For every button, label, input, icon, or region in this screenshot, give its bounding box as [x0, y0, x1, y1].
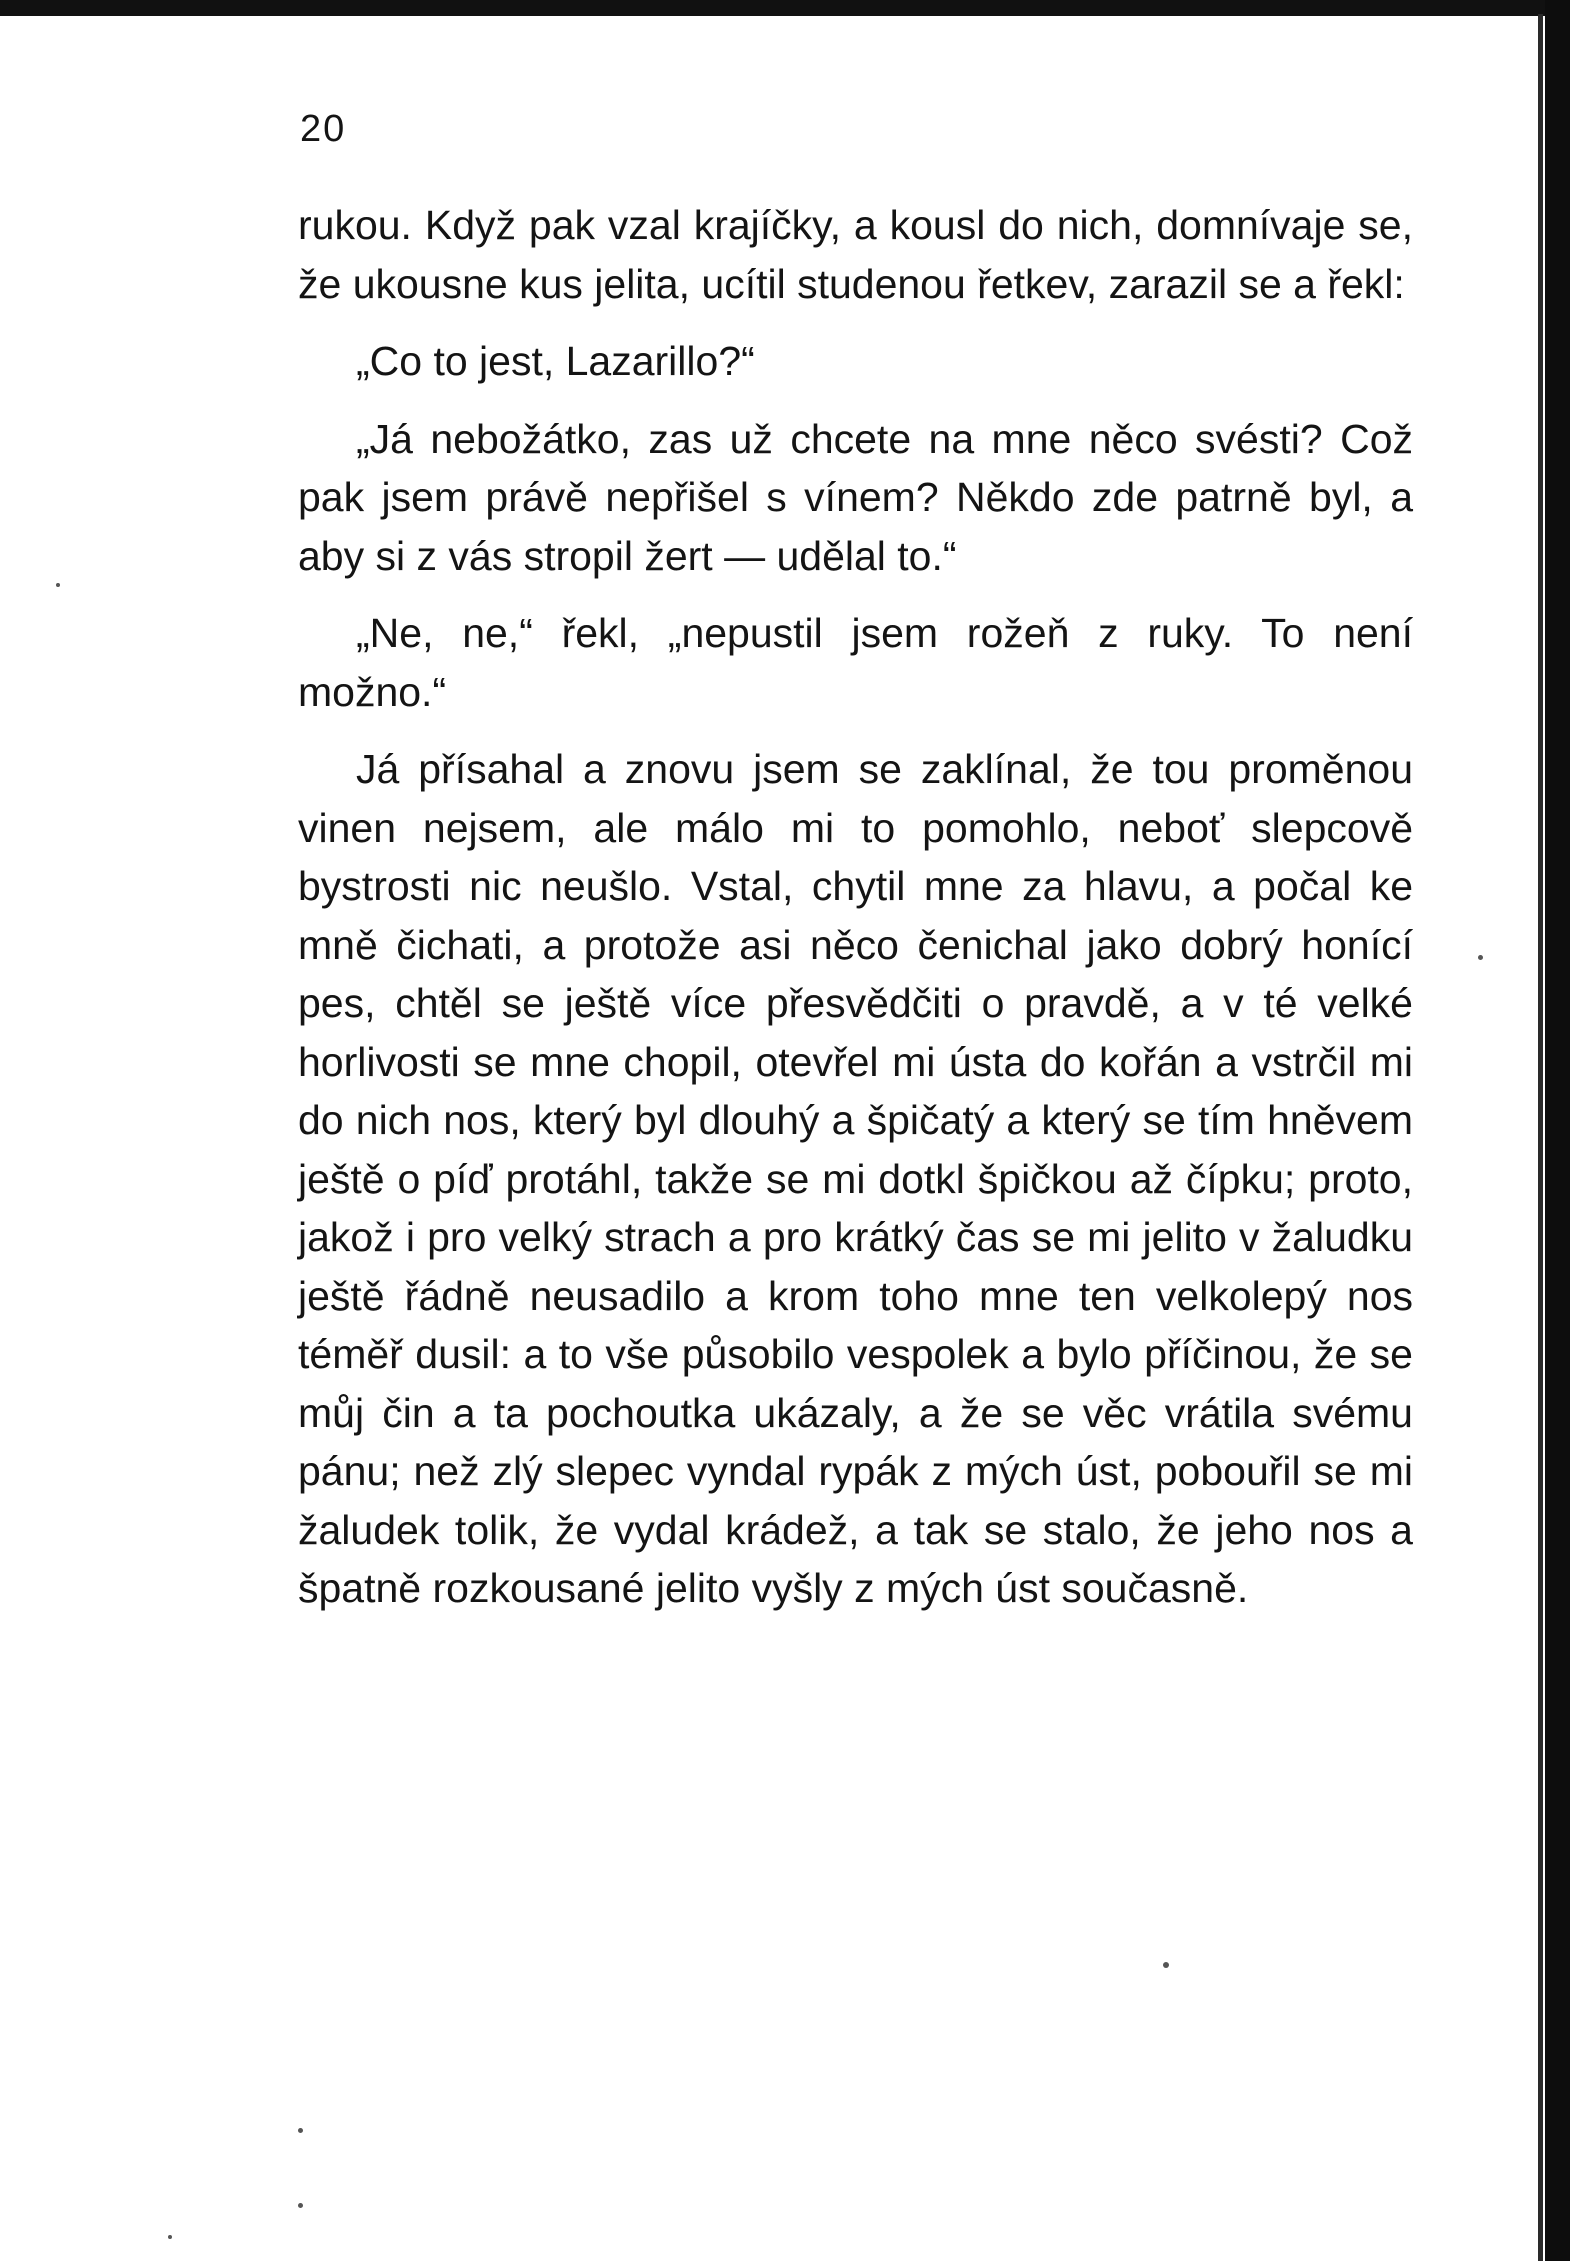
scan-speck — [298, 2128, 303, 2133]
page-number: 20 — [300, 108, 347, 150]
scan-border-line — [1538, 14, 1543, 2261]
scan-speck — [168, 2235, 172, 2239]
paragraph: „Co to jest, Lazarillo?“ — [356, 338, 755, 384]
scan-border-top — [0, 0, 1570, 16]
paragraph: „Ne, ne,“ řekl, „nepustil jsem rožeň z ruky. To není možno.“ — [298, 610, 1413, 715]
paragraph: „Já nebožátko, zas už chcete na mne něco svésti? Což pak jsem právě nepřišel s vínem? Někdo zde patrně byl, a aby si z vás stropil žert — udělal to.“ — [298, 415, 1413, 579]
scan-speck — [1478, 955, 1483, 960]
paragraph: rukou. Když pak vzal krajíčky, a kousl do nich, domnívaje se, že ukousne kus jelita, ucítil studenou řetkev, zarazil se a řekl: — [298, 202, 1413, 307]
scan-speck — [298, 2203, 303, 2208]
scan-speck — [56, 583, 60, 587]
paragraph: Já přísahal a znovu jsem se zaklínal, že tou proměnou vinen nejsem, ale málo mi to pomohlo, neboť slepcově bystrosti nic neušlo. Vstal, chytil mne za hlavu, a počal ke mně čichati, a protože asi něco čenichal jako dobrý honící pes, chtěl se ještě více přesvědčiti o pravdě, a v té velké horlivosti se mne chopil, otevřel mi ústa do kořán a vstrčil mi do nich nos, který byl dlouhý a špičatý a který se tím hněvem ještě o píď protáhl, takže se mi dotkl špičkou až čípku; proto, jakož i pro velký strach a pro krátký čas se mi jelito v žaludku ještě řádně neusadilo a krom toho mne ten velkolepý nos téměř dusil: a to vše působilo vespolek a bylo příčinou, že se můj čin a ta pochoutka ukázaly, a že se věc vrátila svému pánu; než zlý slepec vyndal rypák z mých úst, pobouřil se mi žaludek tolik, že vydal krádež, a tak se stalo, že jeho nos a špatně rozkousané jelito vyšly z mých úst současně. — [298, 746, 1413, 1611]
scan-border-right — [1545, 0, 1570, 2261]
scan-speck — [1163, 1962, 1169, 1968]
body-text — [298, 196, 1413, 1618]
